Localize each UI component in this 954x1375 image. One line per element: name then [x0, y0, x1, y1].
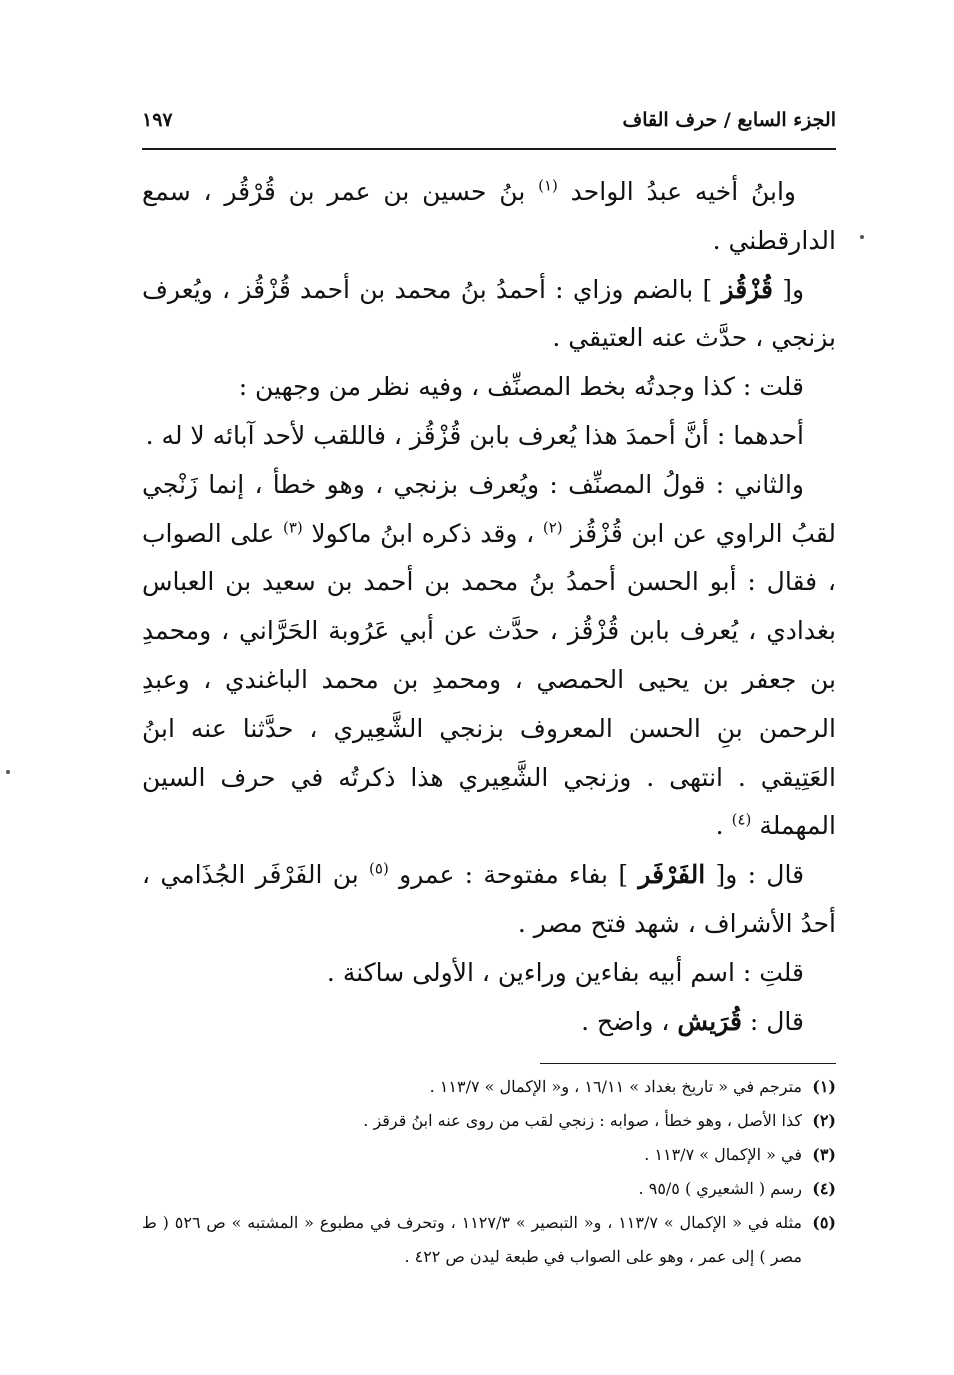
paragraph-8: قال : قُرَيش ، واضح . [581, 1006, 804, 1036]
paragraph-1: وابنُ أخيه عبدُ الواحد $^{(١)}$ بنُ حسين بن عمر بن قُرْقُر ، سمع الدارقطني . [142, 176, 836, 255]
paragraph-2: و[ قُزْقُز ] بالضم وزاي : أحمدُ بنُ محمد بن أحمد قُزْقُز ، ويُعرف بزنجي ، حدَّث عنه العتيقي . [142, 274, 836, 353]
page-number: ١٩٧ [142, 109, 173, 131]
footnote-ref-1: (١) [538, 176, 558, 195]
footnote-ref-4: (٤) [731, 811, 752, 830]
footnote-2: (٢) كذا الأصل ، وهو خطأ ، صوابه : زنجي لقب من روى عنه ابنُ قرقز . [363, 1111, 836, 1130]
footnote-3: (٣) في « الإكمال » ١١٣/٧ . [644, 1145, 836, 1164]
page-header [142, 100, 836, 140]
paragraph-6: قال : و[ الفَرْفَر ] بفاء مفتوحة : عمرو $^{(٥)}$ بن الفَرْفَر الجُذَامي ، أحدُ الأشراف ، شهد فتح مصر . [142, 859, 836, 938]
entry-term-quraysh: قُرَيش [677, 1006, 742, 1036]
footnote-4: (٤) رسم ( الشعيري ) ٩٥/٥ . [638, 1179, 836, 1198]
footnote-5: (٥) مثله في « الإكمال » ١١٣/٧ ، و« التبصير » ١١٢٧/٣ ، وتحرف في مطبوع « المشتبه » ص ٥٢٦ ( ط مصر ) إلى عمر ، وهو على الصواب في طبعة ليدن ص ٤٢٢ . [142, 1213, 836, 1266]
footnote-rule [540, 1063, 836, 1064]
margin-speck [860, 235, 864, 239]
footnote-ref-3: (٣) [282, 518, 303, 537]
paragraph-5: والثاني : قولُ المصنِّف : ويُعرف بزنجي ، وهو خطأ ، إنما زَنْجي لقبُ الراوي عن ابن قُزْقُز $^{(٢)}$ ، وقد ذكره ابنُ ماكولا $^{(٣)}$ على الصواب ، فقال : أبو الحسن أحمدُ بنُ محمد بن أحمد بن سعيد بن العباس بغدادي ، يُعرف بابن قُزْقُز ، حدَّث عن أبي عَرُوبة الحَرَّاني ، ومحمدِ بن جعفر بن يحيى الحمصي ، ومحمدِ بن محمد الباغندي ، وعبدِ الرحمن بنِ الحسن المعروف بزنجي الشَّعِيري ، حدَّثنا عنه ابنُ العَتِيقي . انتهى . وزنجي الشَّعِيري هذا ذكرتُه في حرف السين المهملة $^{(٤)}$ . [142, 469, 837, 841]
running-title: الجزء السابع / حرف القاف [622, 109, 836, 131]
footnote-ref-2: (٢) [542, 518, 563, 537]
main-text [142, 168, 836, 1046]
footnote-1: (١) مترجم في « تاريخ بغداد » ١٦/١١ ، و« الإكمال » ١١٣/٧ . [429, 1077, 836, 1096]
paragraph-4: أحدهما : أنَّ أحمدَ هذا يُعرف بابن قُزْقُز ، فاللقب لأحد آبائه لا له . [145, 420, 804, 450]
header-rule [142, 148, 836, 150]
margin-speck [6, 770, 10, 774]
book-page [142, 90, 836, 1290]
paragraph-3: قلت : كذا وجدتُه بخط المصنِّف ، وفيه نظر من وجهين : [238, 372, 804, 402]
footnote-ref-5: (٥) [369, 859, 389, 878]
footnotes [142, 1070, 836, 1274]
entry-term-qazqaz: قُزْقُز [721, 274, 773, 304]
entry-term-farfar: الفَرْفَر [638, 860, 706, 890]
paragraph-7: قلتِ : اسم أبيه بفاءين وراءين ، الأولى ساكنة . [326, 957, 804, 987]
